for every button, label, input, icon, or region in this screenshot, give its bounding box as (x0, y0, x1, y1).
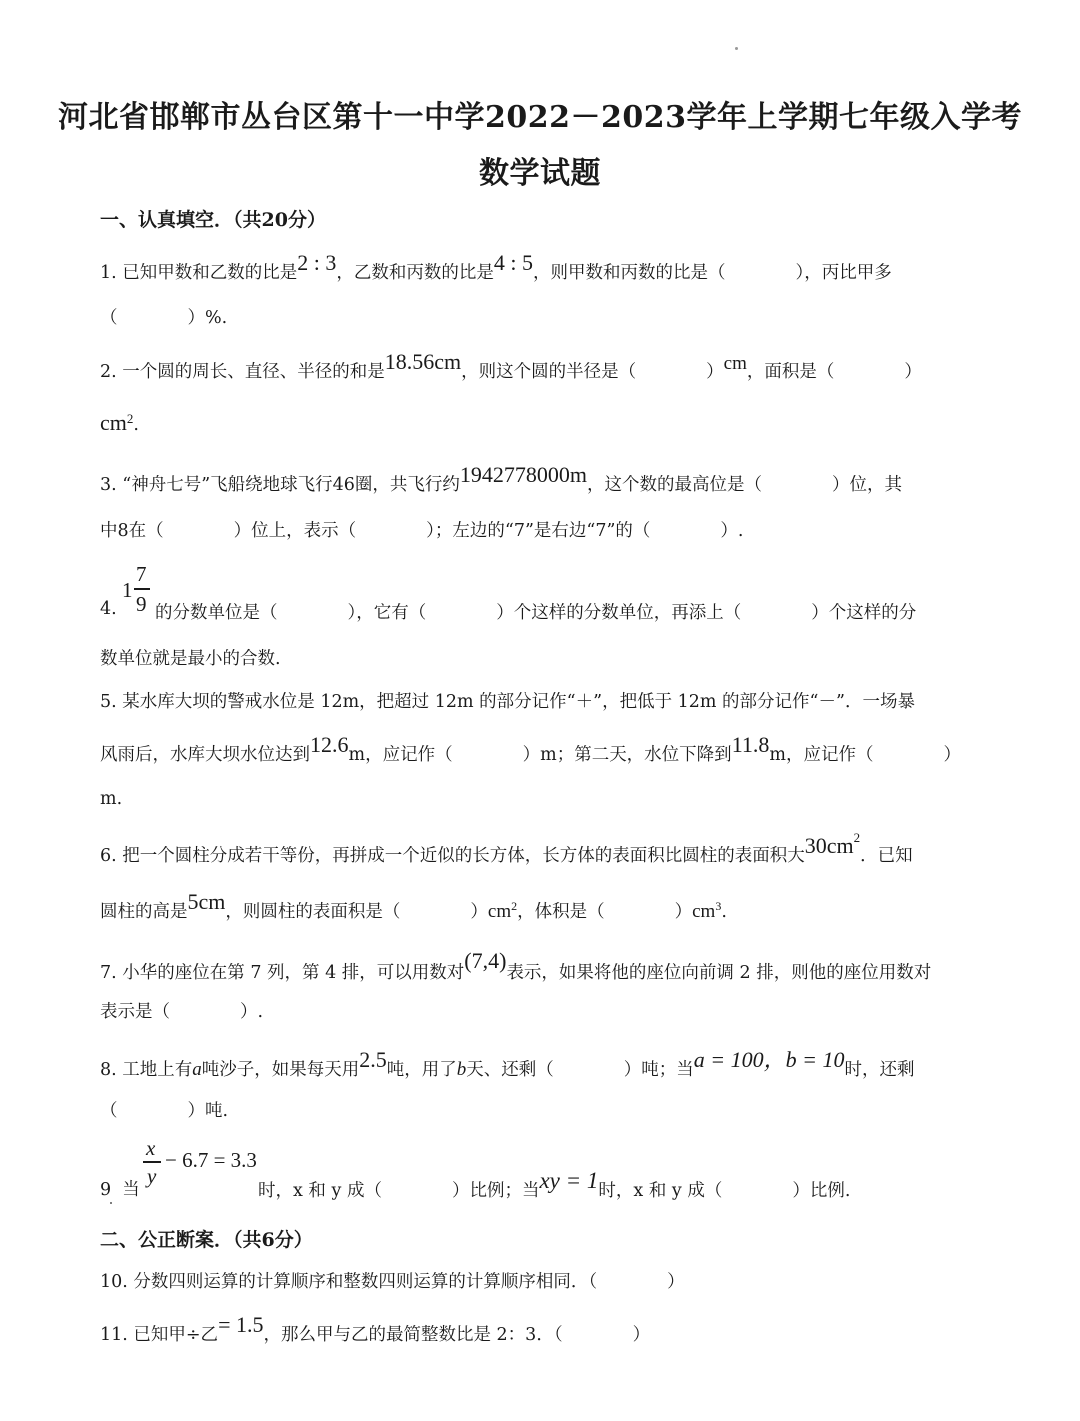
q2-unit: cm (723, 353, 747, 374)
q6-text: ，体积是（ ） (517, 902, 693, 922)
q6-value-2: 5cm (187, 889, 226, 914)
q9-numerator: x (146, 1136, 156, 1160)
q8-text: 吨沙子，如果每天用 (201, 1060, 360, 1080)
q8-variable-a: a (192, 1059, 202, 1080)
question-4-line-1: 的分数单位是（ ），它有（ ）个这样的分数单位，再添上（ ）个这样的分 (155, 603, 917, 623)
question-4-line-2: 数单位就是最小的合数. (100, 649, 281, 669)
q2-area-exponent: 2 (126, 411, 134, 427)
q8-text: 天、还剩（ ）吨；当 (466, 1060, 694, 1080)
q6-exponent: 2 (853, 830, 861, 846)
question-3-line-1 (100, 462, 903, 496)
q3-text: 3. “神舟七号”飞船绕地球飞行46圈，共飞行约 (100, 475, 460, 495)
q5-text: 风雨后，水库大坝水位达到 (100, 745, 310, 765)
q1-text: 1. 已知甲数和乙数的比是 (100, 263, 298, 283)
q6-unit-1: cm (487, 901, 512, 922)
q4-denominator: 9 (136, 592, 147, 616)
question-5-line-3: m. (100, 789, 123, 809)
q2-area-unit: cm (100, 410, 127, 435)
q5-text: m，应记作（ ） (769, 745, 961, 765)
question-11 (100, 1312, 651, 1346)
q6-text: . (721, 902, 727, 922)
q9-fraction-bar (143, 1161, 161, 1163)
q5-text: m，应记作（ ）m；第二天，水位下降到 (348, 745, 732, 765)
q3-text: ，这个数的最高位是（ ）位，其 (587, 475, 903, 495)
q7-text: 表示，如果将他的座位向前调 2 排，则他的座位用数对 (506, 963, 932, 983)
q6-unit-2: cm (692, 901, 716, 922)
q6-text: 圆柱的高是 (100, 902, 188, 922)
q11-text: 11. 已知甲÷乙 (100, 1325, 219, 1345)
q5-value-1: 12.6 (310, 732, 349, 757)
question-3-line-2: 中8在（ ）位上，表示（ ）；左边的“7”是右边“7”的（ ）. (100, 521, 744, 541)
q2-text: ，面积是（ ） (746, 362, 922, 382)
q8-value: 2.5 (359, 1047, 387, 1072)
q4-numerator: 7 (136, 562, 147, 586)
exam-title: 河北省邯郸市丛台区第十一中学2022－2023学年上学期七年级入学考 (58, 100, 1022, 135)
question-9-number: 9 当 (100, 1180, 140, 1200)
q9-product-condition: xy = 1 (539, 1168, 599, 1193)
q11-text: ，那么甲与乙的最简整数比是 2：3．（ ） (263, 1325, 651, 1345)
question-4-number: 4. (100, 599, 117, 619)
q8-text: 时，还剩 (844, 1060, 915, 1080)
question-10: 10. 分数四则运算的计算顺序和整数四则运算的计算顺序相同．（ ） (100, 1272, 685, 1292)
q8-variable-b: b (456, 1059, 467, 1080)
q6-text: 6. 把一个圆柱分成若干等份，再拼成一个近似的长方体，长方体的表面积比圆柱的表面积大 (100, 846, 805, 866)
question-8-line-1 (100, 1047, 915, 1082)
q8-text: 吨，用了 (386, 1060, 457, 1080)
question-5-line-2 (100, 732, 961, 766)
q4-whole-number: 1 (122, 578, 133, 602)
q6-text: ，则圆柱的表面积是（ ） (225, 902, 488, 922)
question-5-line-1: 5. 某水库大坝的警戒水位是 12m，把超过 12m 的部分记作“＋”，把低于 12m 的部分记作“－”．一场暴 (100, 692, 915, 712)
q6-value-1: 30cm (804, 833, 854, 858)
q9-dot (110, 1202, 112, 1204)
question-9-line-1 (258, 1168, 851, 1202)
q1-ratio-2: 4 : 5 (493, 250, 534, 275)
q1-text: ，乙数和丙数的比是 (336, 263, 494, 283)
exam-subtitle: 数学试题 (479, 156, 601, 191)
question-2-line-1 (100, 349, 922, 383)
q3-value: 1942778000m (459, 462, 588, 487)
question-7-line-2: 表示是（ ）. (100, 1002, 264, 1022)
q9-denominator: y (147, 1164, 157, 1188)
q6-exponent: 3 (715, 899, 722, 914)
q9-text: 时，x 和 y 成（ ）比例. (598, 1181, 851, 1201)
q6-text: ．已知 (860, 846, 913, 866)
q8-condition: a = 100，b = 10 (693, 1047, 845, 1072)
q8-text: 8. 工地上有 (100, 1060, 193, 1080)
question-6-line-2 (100, 889, 727, 923)
q5-value-2: 11.8 (731, 732, 770, 757)
q6-exponent: 2 (511, 899, 518, 914)
q4-fraction-bar (134, 588, 150, 590)
question-1-line-2: （ ）%. (100, 308, 228, 328)
section-heading-judgement: 二、公正断案．（共6分） (100, 1229, 313, 1251)
question-7-line-1 (100, 948, 932, 984)
q2-value: 18.56cm (384, 349, 462, 374)
q1-text: ，则甲数和丙数的比是（ ），丙比甲多 (533, 263, 892, 283)
question-8-line-2: （ ）吨. (100, 1101, 229, 1121)
q1-ratio-1: 2 : 3 (297, 250, 337, 275)
q9-expression: − 6.7 = 3.3 (165, 1148, 257, 1172)
scan-speck (735, 47, 738, 50)
q9-text: 时，x 和 y 成（ ）比例；当 (258, 1181, 540, 1201)
question-2-line-2 (100, 410, 139, 436)
q2-text: ，则这个圆的半径是（ ） (461, 362, 724, 382)
q7-coordinate-pair: (7,4) (464, 948, 507, 973)
question-6-line-1 (100, 830, 913, 867)
q2-text: 2. 一个圆的周长、直径、半径的和是 (100, 362, 385, 382)
q2-text: . (133, 415, 139, 435)
question-1-line-1 (100, 250, 892, 284)
section-heading-fill-in: 一、认真填空．（共20分） (100, 209, 326, 231)
q11-value: = 1.5 (218, 1312, 264, 1337)
q7-text: 7. 小华的座位在第 7 列，第 4 排，可以用数对 (100, 963, 465, 983)
